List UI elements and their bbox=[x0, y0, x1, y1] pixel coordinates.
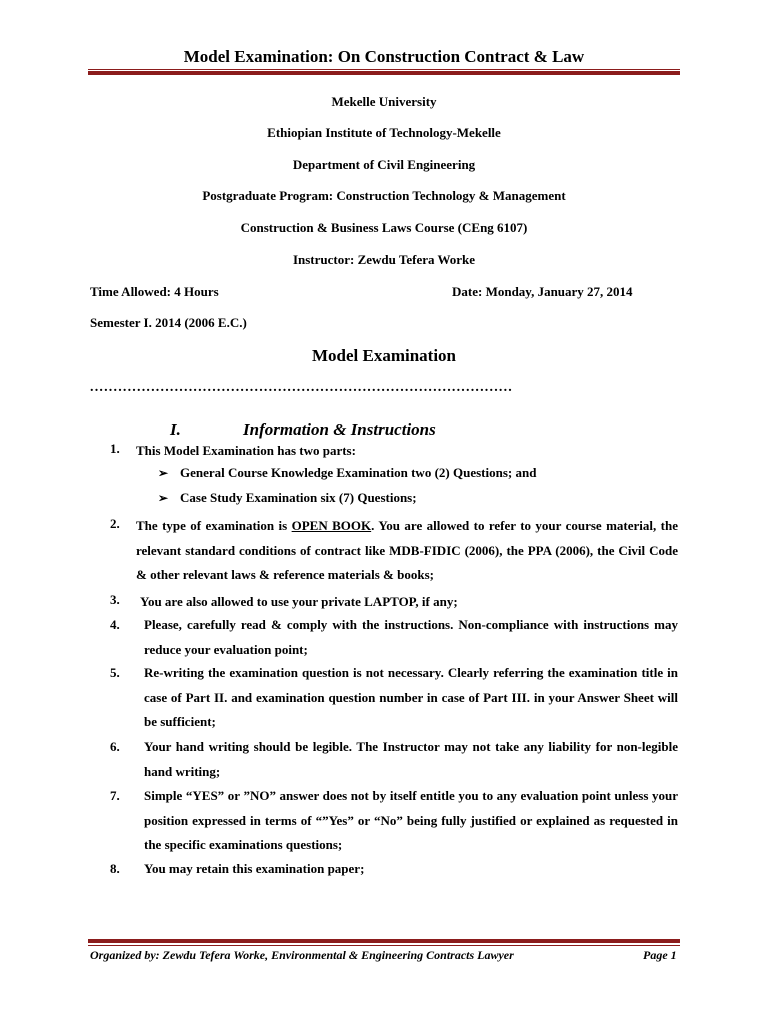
course-name: Construction & Business Laws Course (CEng 6107) bbox=[240, 220, 528, 235]
institute-name: Ethiopian Institute of Technology-Mekelle bbox=[267, 125, 501, 140]
page-number: Page 1 bbox=[643, 948, 677, 962]
open-book-emphasis: OPEN BOOK bbox=[291, 518, 372, 533]
instruction-item: This Model Examination has two parts: bbox=[136, 443, 356, 458]
item-number: 8. bbox=[110, 861, 120, 876]
exam-date: Date: Monday, January 27, 2014 bbox=[452, 284, 633, 299]
section-title: Information & Instructions bbox=[243, 420, 436, 439]
program-name: Postgraduate Program: Construction Technology & Management bbox=[202, 188, 566, 203]
university-name: Mekelle University bbox=[331, 94, 437, 109]
header-rule-thick bbox=[88, 71, 680, 75]
dotted-separator: .......................................................................................... bbox=[90, 380, 513, 395]
sub-item-text: General Course Knowledge Examination two (2) Questions; and bbox=[180, 465, 537, 480]
semester: Semester I. 2014 (2006 E.C.) bbox=[90, 315, 247, 330]
instruction-item: Simple “YES” or ”NO” answer does not by itself entitle you to any evaluation point unless your position expressed in terms of “”Yes” or “No” being fully justified or explained as requested in the specific examinations questions; bbox=[144, 788, 678, 852]
instruction-item: Your hand writing should be legible. The Instructor may not take any liability for non-legible hand writing; bbox=[144, 739, 678, 779]
item-number: 6. bbox=[110, 739, 120, 754]
instructor-name: Instructor: Zewdu Tefera Worke bbox=[292, 252, 476, 267]
time-allowed: Time Allowed: 4 Hours bbox=[90, 284, 219, 299]
item-number: 2. bbox=[110, 516, 120, 531]
item-number: 3. bbox=[110, 592, 120, 607]
sub-item bbox=[158, 490, 417, 506]
item-number: 7. bbox=[110, 788, 120, 803]
item-number: 4. bbox=[110, 617, 120, 632]
section-numeral: I. bbox=[170, 420, 181, 439]
arrow-bullet-icon: ➢ bbox=[158, 466, 169, 480]
department-name: Department of Civil Engineering bbox=[292, 157, 476, 172]
item-text: . You are allowed to refer to your course material, the relevant standard conditions of contract like MDB-FIDIC (2006), the PPA (2006), the Civil Code & other relevant laws & reference materials & books; bbox=[136, 518, 678, 582]
footer-organizer: Organized by: Zewdu Tefera Worke, Environmental & Engineering Contracts Lawyer bbox=[90, 948, 514, 962]
item-number: 1. bbox=[110, 441, 120, 456]
footer-rule-thick bbox=[88, 939, 680, 943]
instruction-item: Please, carefully read & comply with the instructions. Non-compliance with instructions may reduce your evaluation point; bbox=[144, 617, 678, 657]
exam-title: Model Examination bbox=[311, 346, 457, 365]
arrow-bullet-icon: ➢ bbox=[158, 491, 169, 505]
instruction-item bbox=[136, 514, 678, 588]
document-header-title: Model Examination: On Construction Contract & Law bbox=[183, 47, 585, 66]
instruction-item: You are also allowed to use your private LAPTOP, if any; bbox=[140, 594, 458, 609]
item-number: 5. bbox=[110, 665, 120, 680]
footer-rule-thin bbox=[88, 945, 680, 946]
sub-item-text: Case Study Examination six (7) Questions; bbox=[180, 490, 417, 505]
header-rule-thin bbox=[88, 69, 680, 70]
item-text: The type of examination is bbox=[136, 518, 292, 533]
instruction-item: Re-writing the examination question is not necessary. Clearly referring the examination title in case of Part II. and examination question number in case of Part III. in your Answer Sheet will be sufficient; bbox=[144, 665, 678, 729]
instruction-item: You may retain this examination paper; bbox=[144, 861, 365, 876]
sub-item bbox=[158, 465, 536, 481]
